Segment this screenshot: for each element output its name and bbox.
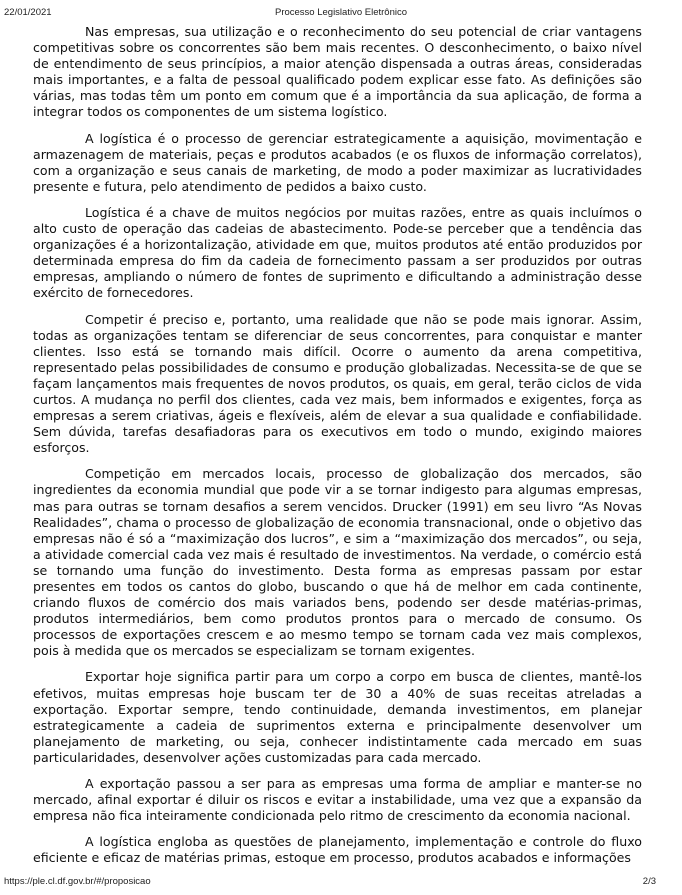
- paragraph: Competir é preciso e, portanto, uma realidade que não se pode mais ignorar. Assim, todas as organizações tentam se diferenciar de seus concorrentes, para conquistar e manter clientes. Isso está se tornando mais difícil. Ocorre o aumento da arena competitiva, representado pelas possibilidades de consumo e produção globalizadas. Necessita-se de que se façam lançamentos mais frequentes de novos produtos, os quais, em geral, terão ciclos de vida curtos. A mudança no perfil dos clientes, cada vez mais, bem informados e exigentes, força as empresas a serem criativas, ágeis e flexíveis, além de elevar a sua qualidade e confiabilidade. Sem dúvida, tarefas desafiadoras para os executivos em todo o mundo, exigindo maiores esforços.: [33, 311, 642, 456]
- print-date: 22/01/2021: [4, 7, 52, 18]
- paragraph: Logística é a chave de muitos negócios por muitas razões, entre as quais incluímos o alto custo de operação das cadeias de abastecimento. Pode-se perceber que a tendência das organizações é a horizontalização, atividade em que, muitos produtos até então produzidos por determinada empresa do fim da cadeia de fornecimento passam a ser produzidos por outras empresas, ampliando o número de fontes de suprimento e dificultando a administração desse exército de fornecedores.: [33, 204, 642, 301]
- page-number: 2/3: [642, 876, 656, 887]
- paragraph: Competição em mercados locais, processo de globalização dos mercados, são ingredientes da economia mundial que pode vir a se tornar indigesto para algumas empresas, mas para outras se tornam desafios a serem vencidos. Drucker (1991) em seu livro “As Novas Realidades”, chama o processo de globalização de economia transnacional, onde o objetivo das empresas não é só a “maximização dos lucros”, e sim a “maximização dos mercados”, ou seja, a atividade comercial cada vez mais é resultado de investimentos. Na verdade, o comércio está se tornando uma função do investimento. Desta forma as empresas passam por estar presentes em todos os cantos do globo, buscando o que há de melhor em cada continente, criando fluxos de comércio dos mais variados bens, podendo ser desde matérias-primas, produtos intermediários, bem como produtos prontos para o mercado de consumo. Os processos de exportações crescem e ao mesmo tempo se tornam cada vez mais complexos, pois à medida que os mercados se especializam se tornam exigentes.: [33, 466, 642, 659]
- document-body: [33, 24, 642, 877]
- paragraph: Exportar hoje significa partir para um corpo a corpo em busca de clientes, mantê-los efetivos, muitas empresas hoje buscam ter de 30 a 40% de suas receitas atreladas a exportação. Exportar sempre, tendo continuidade, demanda investimentos, em planejar estrategicamente a cadeia de suprimentos externa e principalmente desenvolver um planejamento de marketing, ou seja, conhecer indistintamente cada mercado em suas particularidades, desenvolver ações customizadas para cada mercado.: [33, 669, 642, 765]
- footer-url: https://ple.cl.df.gov.br/#/proposicao: [4, 876, 151, 887]
- paragraph: Nas empresas, sua utilização e o reconhecimento do seu potencial de criar vantagens competitivas sobre os concorrentes são bem mais recentes. O desconhecimento, o baixo nível de entendimento de seus princípios, a maior atenção dispensada a outras áreas, consideradas mais importantes, e a falta de pessoal qualificado podem explicar esse fato. As definições são várias, mas todas têm um ponto em comum que é a importância da sua aplicação, de forma a integrar todos os componentes de um sistema logístico.: [33, 24, 642, 120]
- paragraph: A logística é o processo de gerenciar estrategicamente a aquisição, movimentação e armazenagem de materiais, peças e produtos acabados (e os fluxos de informação correlatos), com a organização e seus canais de marketing, de modo a poder maximizar as lucratividades presente e futura, pelo atendimento de pedidos a baixo custo.: [33, 130, 642, 194]
- paragraph: A logística engloba as questões de planejamento, implementação e controle do fluxo eficiente e eficaz de matérias primas, estoque em processo, produtos acabados e informações: [33, 834, 642, 866]
- paragraph: A exportação passou a ser para as empresas uma forma de ampliar e manter-se no mercado, afinal exportar é diluir os riscos e evitar a instabilidade, uma vez que a expansão da empresa não fica inteiramente condicionada pelo ritmo de crescimento da economia nacional.: [33, 776, 642, 824]
- page-header-title: Processo Legislativo Eletrônico: [274, 7, 407, 18]
